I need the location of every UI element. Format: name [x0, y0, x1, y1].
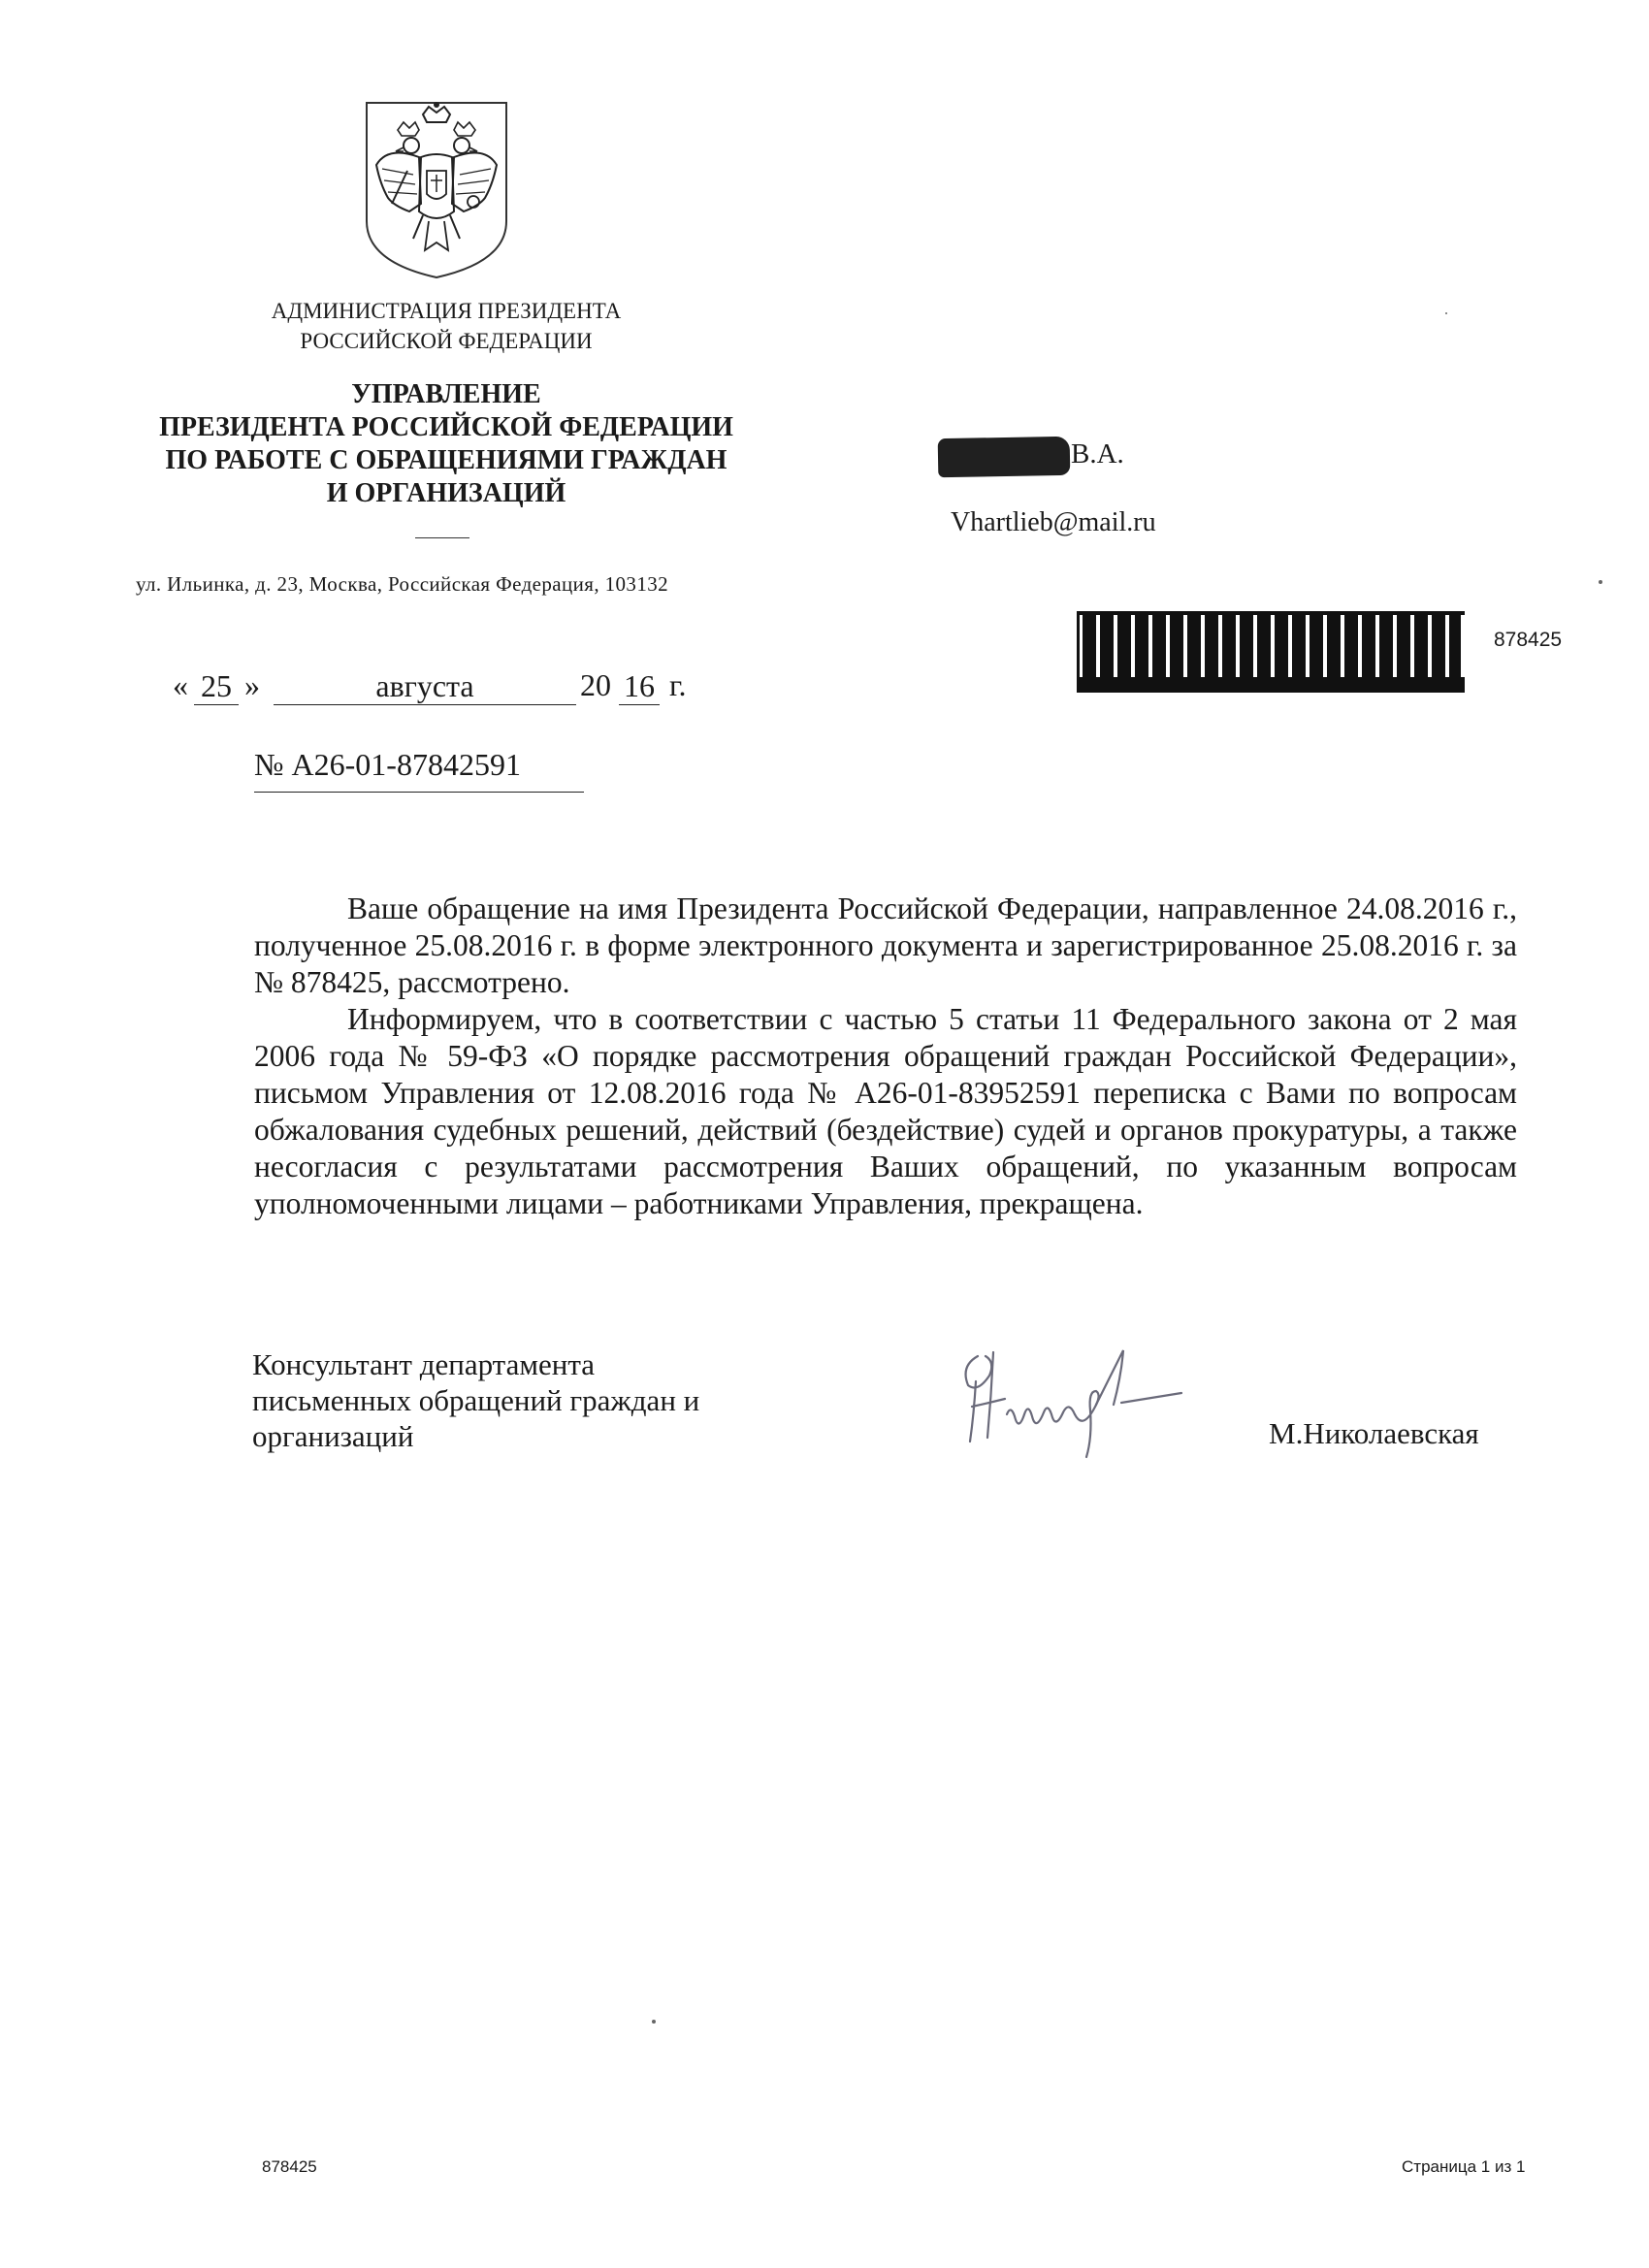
signatory-title-line-3: организаций — [252, 1419, 414, 1453]
barcode-graphic — [1077, 611, 1465, 693]
dept-line-1: УПРАВЛЕНИЕ — [351, 379, 541, 409]
reg-number-underline — [254, 792, 584, 793]
issuing-department — [126, 378, 766, 510]
recipient-initials: В.А. — [1071, 438, 1124, 470]
body-paragraph-2: Информируем, что в соответствии с частью 5 статьи 11 Федерального закона от 2 мая 2006 года № 59-ФЗ «О порядке рассмотрения обращений граждан Российской Федерации», письмом Управления от 12.08.2016 года № А26-01-83952591 переписка с Вами по вопросам обжалования судебных решений, действий (бездействие) судей и органов прокуратуры, а также несогласия с результатами рассмотрения Ваших обращений, по указанным вопросам уполномоченными лицами – работниками Управления, прекращена. — [254, 1002, 1517, 1220]
signatory-title — [252, 1346, 834, 1454]
outgoing-reg-number: № А26-01-87842591 — [254, 747, 521, 782]
date-open-quote: « — [173, 667, 188, 702]
date-close-quote: » — [244, 667, 260, 702]
recipient-email: Vhartlieb@mail.ru — [951, 507, 1156, 537]
date-year-mark: г. — [669, 667, 687, 702]
russian-coat-of-arms-icon — [359, 97, 514, 281]
sender-address: ул. Ильинка, д. 23, Москва, Российская Федерация, 103132 — [136, 572, 669, 596]
date-day: 25 — [194, 667, 239, 705]
footer-doc-number: 878425 — [262, 2157, 317, 2176]
admin-line-2: РОССИЙСКОЙ ФЕДЕРАЦИИ — [300, 329, 593, 353]
date-month: августа — [274, 667, 576, 705]
barcode-number: 878425 — [1494, 629, 1563, 651]
footer-page-info: Страница 1 из 1 — [1402, 2157, 1526, 2176]
issuing-administration — [194, 296, 698, 356]
signatory-name: М.Николаевская — [1269, 1416, 1479, 1450]
body-paragraph-1: Ваше обращение на имя Президента Российской Федерации, направленное 24.08.2016 г., полученное 25.08.2016 г. в форме электронного документа и зарегистрированное 25.08.2016 г. за № 878425, рассмотрено. — [254, 891, 1517, 999]
admin-line-1: АДМИНИСТРАЦИЯ ПРЕЗИДЕНТА — [271, 299, 622, 323]
letterhead-divider — [415, 537, 469, 538]
date-year-suffix: 16 — [619, 667, 660, 705]
letter-body — [254, 891, 1517, 1222]
redacted-surname — [938, 437, 1071, 477]
signatory-title-line-2: письменных обращений граждан и — [252, 1383, 700, 1417]
scan-speck — [1599, 580, 1602, 584]
dept-line-3: ПО РАБОТЕ С ОБРАЩЕНИЯМИ ГРАЖДАН — [165, 445, 728, 475]
date-year-prefix: 20 — [580, 667, 611, 702]
scan-speck — [1445, 312, 1447, 314]
signatory-title-line-1: Консультант департамента — [252, 1347, 596, 1381]
dept-line-2: ПРЕЗИДЕНТА РОССИЙСКОЙ ФЕДЕРАЦИИ — [159, 412, 733, 442]
handwritten-signature — [951, 1337, 1203, 1463]
dept-line-4: И ОРГАНИЗАЦИЙ — [326, 478, 566, 508]
scan-speck — [652, 2020, 656, 2024]
